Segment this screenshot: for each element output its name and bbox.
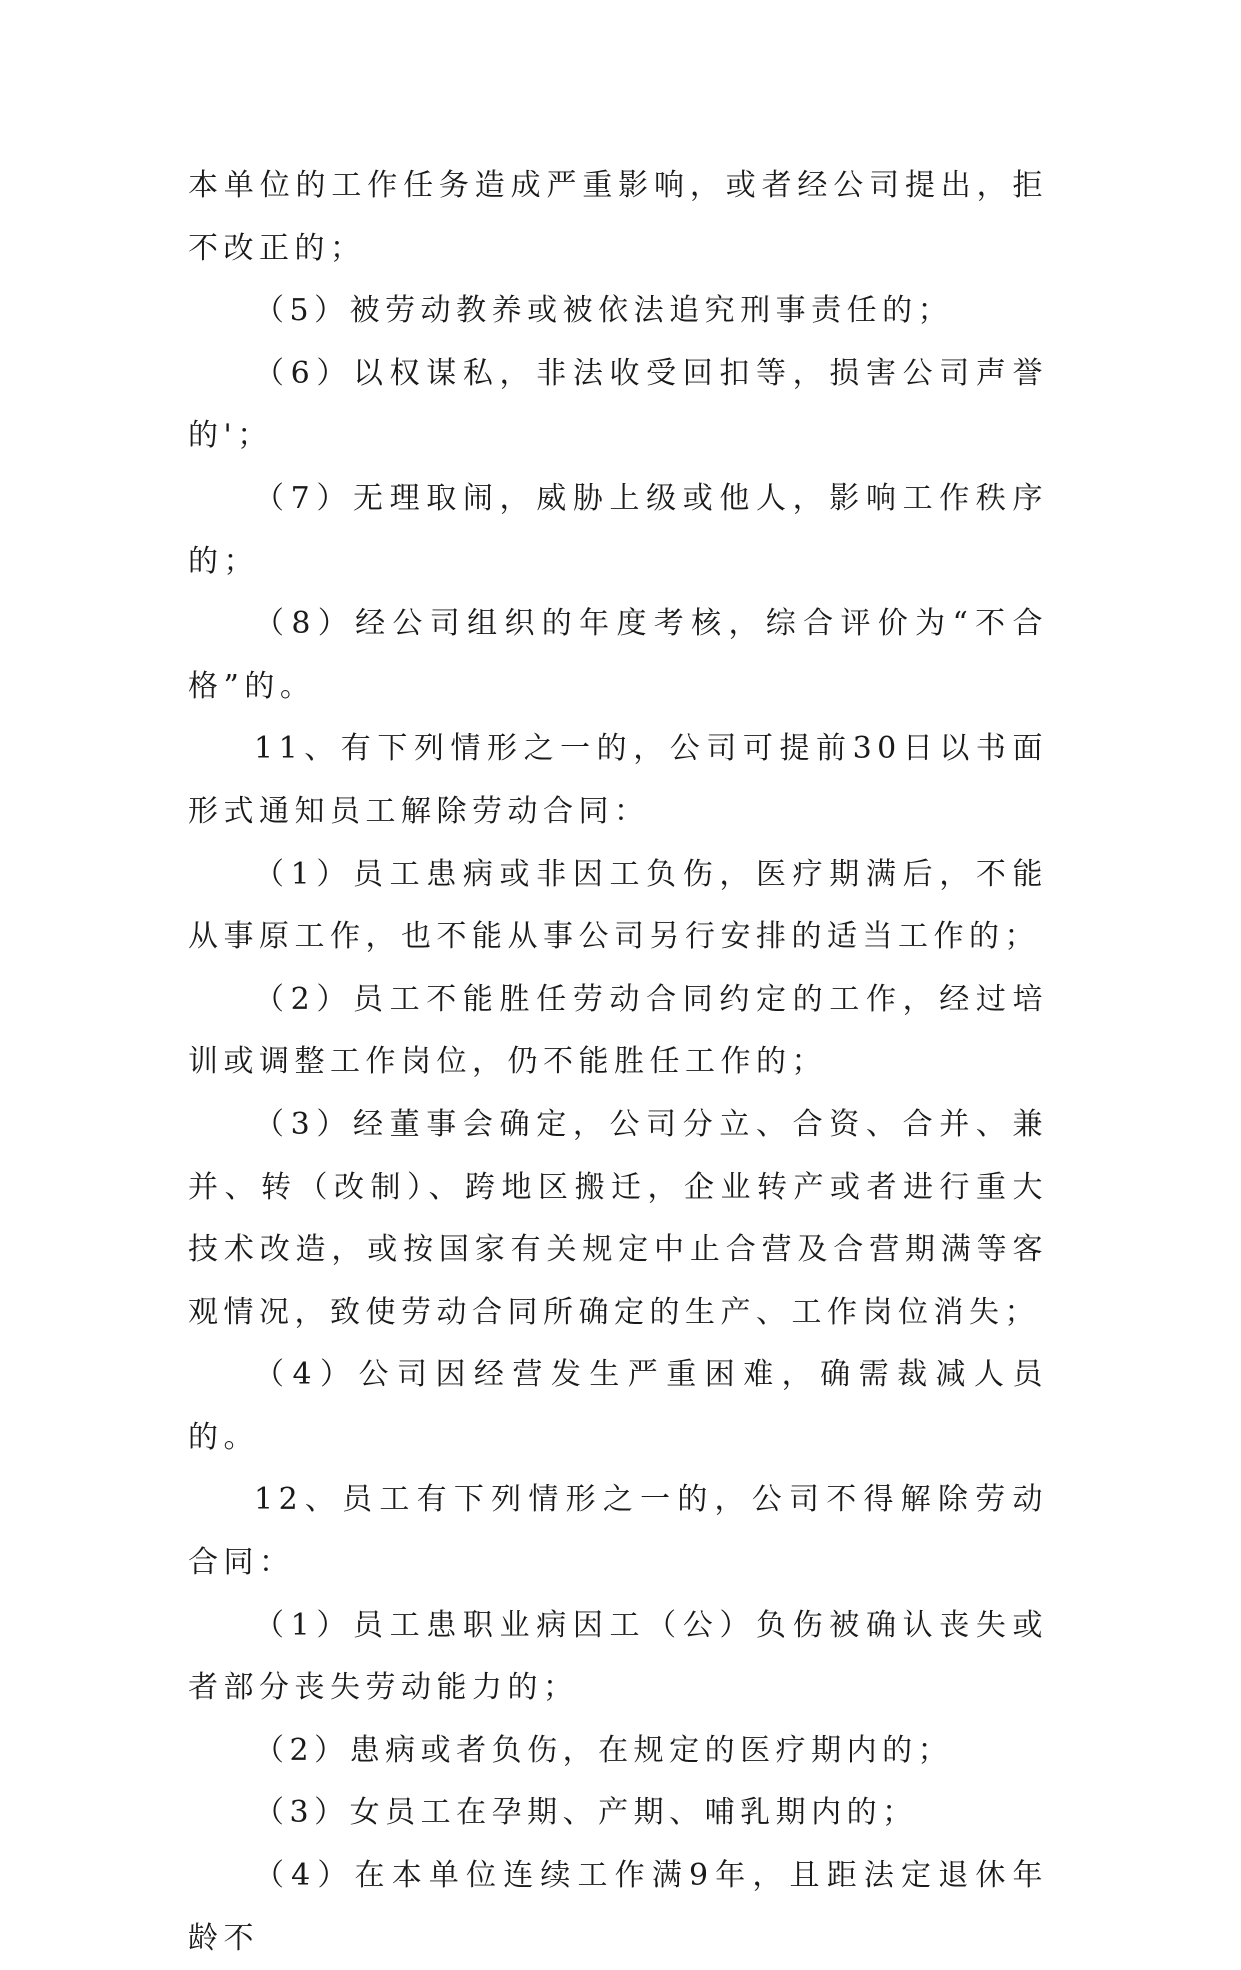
document-body [188,155,1048,1970]
paragraph-continuation: 本单位的工作任务造成严重影响，或者经公司提出，拒不改正的； [188,168,1048,266]
section-11-item-4: （4）公司因经营发生严重困难，确需裁减人员的。 [188,1357,1048,1455]
section-11-item-1: （1）员工患病或非因工负伤，医疗期满后，不能从事原工作，也不能从事公司另行安排的适当工作的； [188,856,1048,955]
section-12-item-3: （3）女员工在孕期、产期、哺乳期内的； [254,1795,918,1831]
section-11-heading: 11、有下列情形之一的，公司可提前30日以书面形式通知员工解除劳动合同： [188,731,1048,829]
section-12-item-2: （2）患病或者负伤，在规定的医疗期内的； [254,1732,954,1768]
clause-item-6: （6）以权谋私，非法收受回扣等，损害公司声誉的'； [188,355,1048,454]
clause-item-5: （5）被劳动教养或被依法追究刑事责任的； [254,293,954,329]
clause-item-7: （7）无理取闹，威胁上级或他人，影响工作秩序的； [188,480,1048,579]
clause-item-8: （8）经公司组织的年度考核，综合评价为“不合格”的。 [188,606,1048,704]
section-12-item-1: （1）员工患职业病因工（公）负伤被确认丧失或者部分丧失劳动能力的； [188,1607,1048,1706]
section-11-item-2: （2）员工不能胜任劳动合同约定的工作，经过培训或调整工作岗位，仍不能胜任工作的； [188,981,1048,1080]
section-12-item-4: （4）在本单位连续工作满9年，且距法定退休年龄不 [188,1858,1048,1956]
section-11-item-3: （3）经董事会确定，公司分立、合资、合并、兼并、转（改制）、跨地区搬迁，企业转产或者进行重大技术改造，或按国家有关规定中止合营及合营期满等客观情况，致使劳动合同所确定的生产、工作岗位消失； [188,1106,1048,1330]
section-12-heading: 12、员工有下列情形之一的，公司不得解除劳动合同： [188,1482,1048,1581]
